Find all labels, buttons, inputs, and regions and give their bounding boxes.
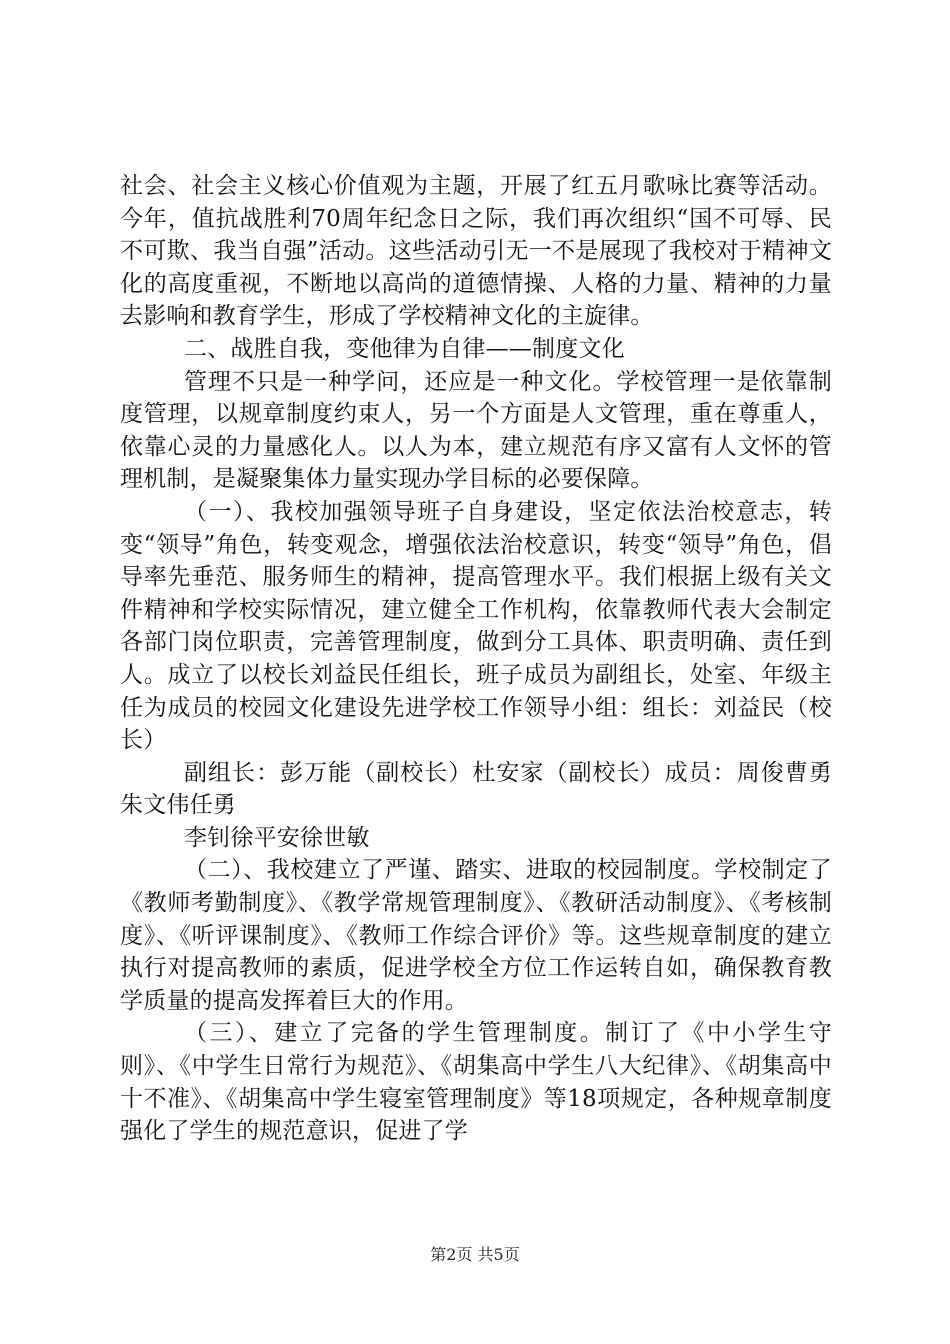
page-footer: 第2页 共5页 bbox=[430, 1245, 520, 1264]
paragraph-student-rules: （三）、建立了完备的学生管理制度。制订了《中小学生守则》、《中学生日常行为规范》、《胡集高中学生八大纪律》、《胡集高中十不准》、《胡集高中学生寝室管理制度》等18项规定，各种规章制度强化了学生的规范意识，促进了学 bbox=[120, 1020, 832, 1145]
paragraph-leadership-team: （一）、我校加强领导班子自身建设，坚定依法治校意志，转变“领导”角色，转变观念，增强依法治校意识，转变“领导”角色，倡导率先垂范、服务师生的精神，提高管理水平。我们根据上级有关文件精神和学校实际情况，建立健全工作机构，依靠教师代表大会制定各部门岗位职责，完善管理制度，做到分工具体、职责明确、责任到人。成立了以校长刘益民任组长，班子成员为副组长，处室、年级主任为成员的校园文化建设先进学校工作领导小组：组长：刘益民（校长） bbox=[120, 498, 832, 754]
paragraph-campus-rules: （二）、我校建立了严谨、踏实、进取的校园制度。学校制定了《教师考勤制度》、《教学常规管理制度》、《教研活动制度》、《考核制度》、《听评课制度》、《教师工作综合评价》等。这些规章制度的建立执行对提高教师的素质，促进学校全方位工作运转自如，确保教育教学质量的提高发挥着巨大的作用。 bbox=[120, 857, 832, 1014]
paragraph-management-culture: 管理不只是一种学问，还应是一种文化。学校管理一是依靠制度管理，以规章制度约束人，另一个方面是人文管理，重在尊重人，依靠心灵的力量感化人。以人为本，建立规范有序又富有人文怀的管理机制，是凝聚集体力量实现办学目标的必要保障。 bbox=[120, 368, 832, 493]
paragraph-deputy-leaders: 副组长：彭万能（副校长）杜安家（副校长）成员：周俊曹勇朱文伟任勇 bbox=[120, 759, 832, 819]
paragraph-spirit-culture: 社会、社会主义核心价值观为主题，开展了红五月歌咏比赛等活动。今年，值抗战胜利70周年纪念日之际，我们再次组织“国不可辱、民不可欺、我当自强”活动。这些活动引无一不是展现了我校对于精神文化的高度重视，不断地以高尚的道德情操、人格的力量、精神的力量去影响和教育学生，形成了学校精神文化的主旋律。 bbox=[120, 173, 832, 330]
section-heading-system-culture: 二、战胜自我，变他律为自律——制度文化 bbox=[184, 335, 625, 362]
document-body bbox=[120, 170, 832, 1148]
paragraph-members: 李钊徐平安徐世敏 bbox=[184, 824, 370, 851]
